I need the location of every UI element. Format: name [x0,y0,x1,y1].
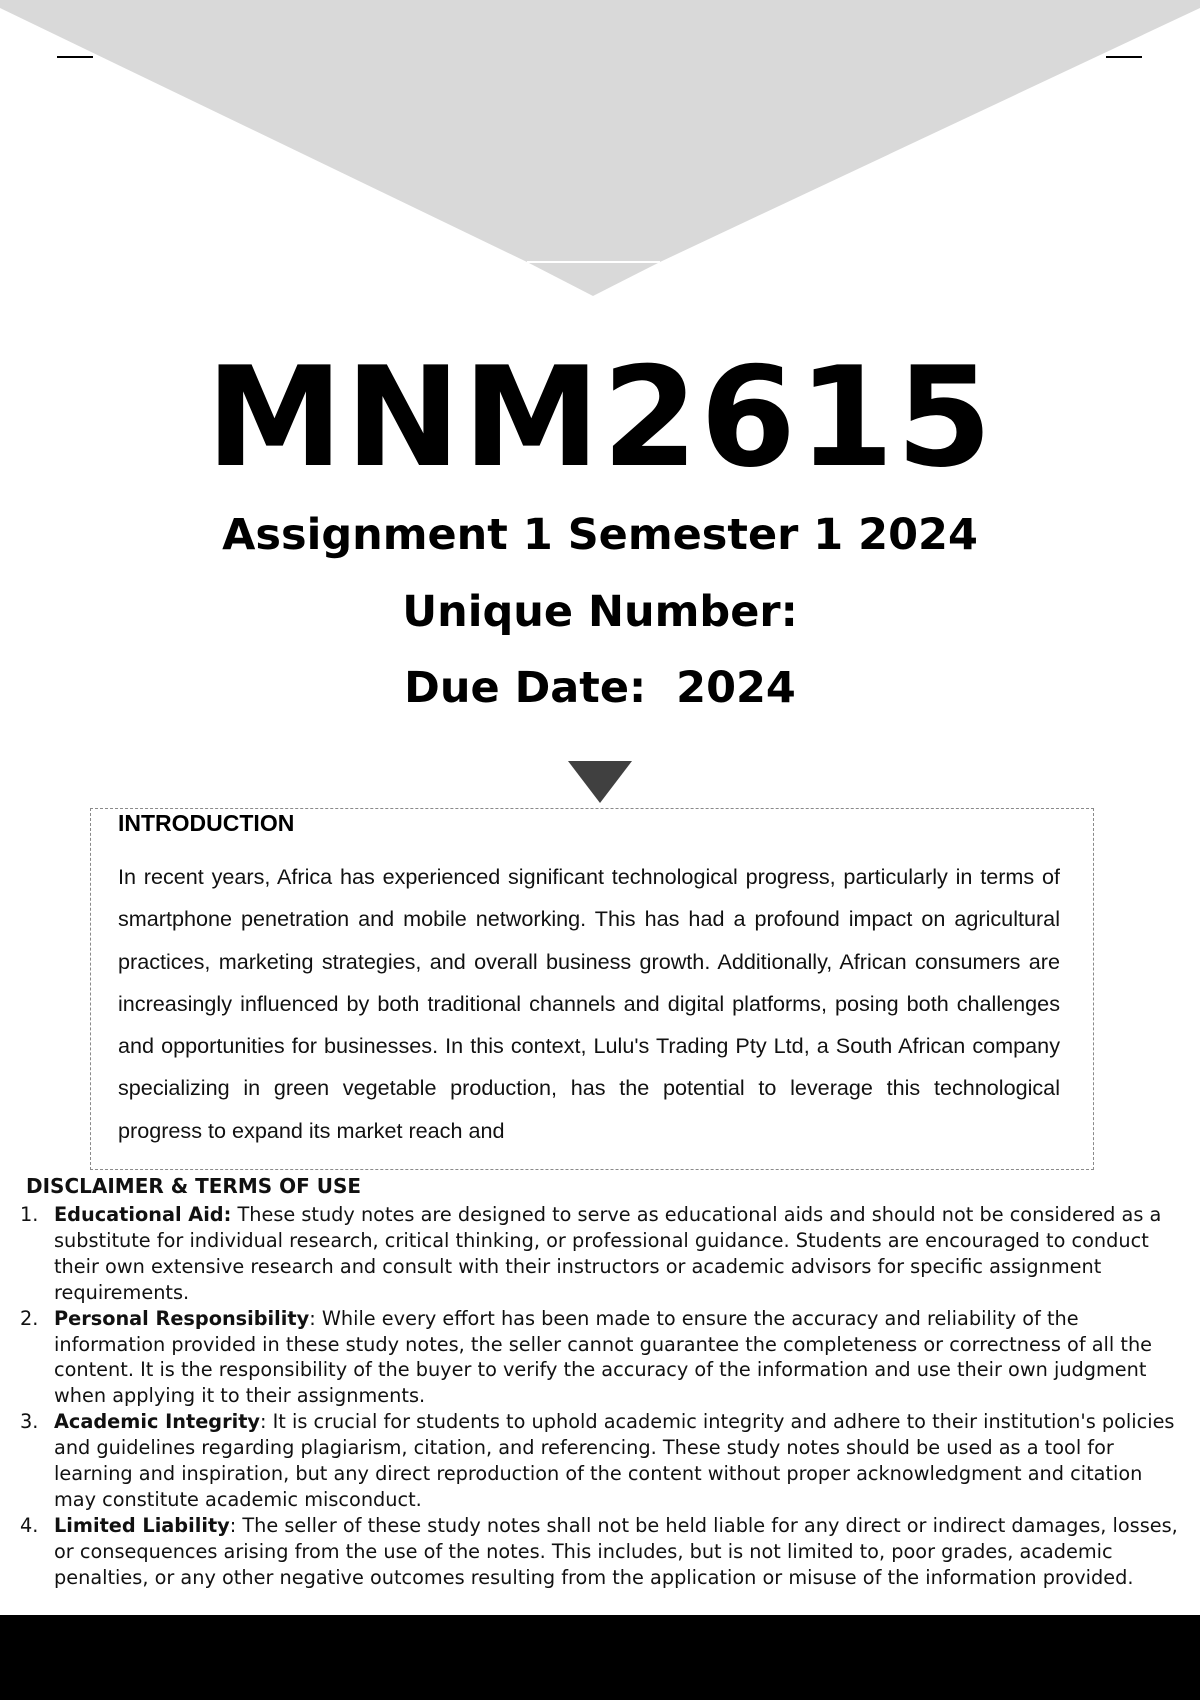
disclaimer-item-educational-aid [0,1202,1200,1306]
disclaimer-text: These study notes are designed to serve as educational aids and should not be considered as a substitute for individual research, critical thinking, or professional guidance. Students are encouraged to conduct their own extensive research and consult with their instructors or academic advisors for specific assignment requirements. [54,1203,1162,1304]
disclaimer-list [0,1202,1200,1591]
disclaimer-item-academic-integrity [0,1409,1200,1513]
disclaimer-text: : It is crucial for students to uphold academic integrity and adhere to their institution's policies and guidelines regarding plagiarism, citation, and referencing. These study notes should be used as a tool for learning and inspiration, but any direct reproduction of the content without proper acknowledgment and citation may constitute academic misconduct. [54,1410,1175,1511]
disclaimer-item-personal-responsibility [0,1306,1200,1410]
cover-top-chevron-fill [0,0,1200,296]
disclaimer-heading: DISCLAIMER & TERMS OF USE [26,1174,362,1198]
disclaimer-text: : While every effort has been made to ensure the accuracy and reliability of the information provided in these study notes, the seller cannot guarantee the completeness or correctness of all the content. It is the responsibility of the buyer to verify the accuracy of the information and use their own judgment when applying it to their assignments. [54,1306,1153,1408]
down-triangle-icon [568,761,632,803]
list-number: 1. [20,1203,39,1226]
disclaimer-text: : The seller of these study notes shall not be held liable for any direct or indirect damages, losses, or consequences arising from the use of the notes. This includes, but is not limited to, poor grades, academic penalties, or any other negative outcomes resulting from the application or misuse of the information provided. [54,1513,1178,1589]
list-number: 2. [20,1306,39,1330]
introduction-heading: INTRODUCTION [118,810,295,836]
list-number: 3. [20,1410,39,1434]
cover-top-chevron-shape [0,0,1200,300]
corner-mark-left [57,56,93,58]
introduction-preview-box [90,808,1094,1170]
unique-number-label: Unique Number: [402,587,798,637]
disclaimer-term: Educational Aid: [54,1203,232,1226]
disclaimer-term: Academic Integrity [54,1410,260,1434]
disclaimer-term: Limited Liability [54,1513,230,1537]
corner-mark-right [1106,56,1142,58]
disclaimer-item-limited-liability [0,1513,1200,1591]
course-code-title: MNM2615 [205,337,995,498]
due-date-label: Due Date: 2024 [404,663,796,713]
assignment-title: Assignment 1 Semester 1 2024 [222,510,978,560]
introduction-body: In recent years, Africa has experienced significant technological progress, particularly in terms of smartphone penetration and mobile networking. This has had a profound impact on agricultural practices, marketing strategies, and overall business growth. Additionally, African consumers are increasingly influenced by both traditional channels and digital platforms, posing both challenges and opportunities for businesses. In this context, Lulu's Trading Pty Ltd, a South African company specializing in green vegetable production, has the potential to leverage this technological progress to expand its market reach and [118,864,1060,1143]
list-number: 4. [20,1513,39,1537]
down-triangle-shape [568,761,632,803]
bottom-black-bar [0,1615,1200,1700]
disclaimer-term: Personal Responsibility [54,1306,310,1330]
